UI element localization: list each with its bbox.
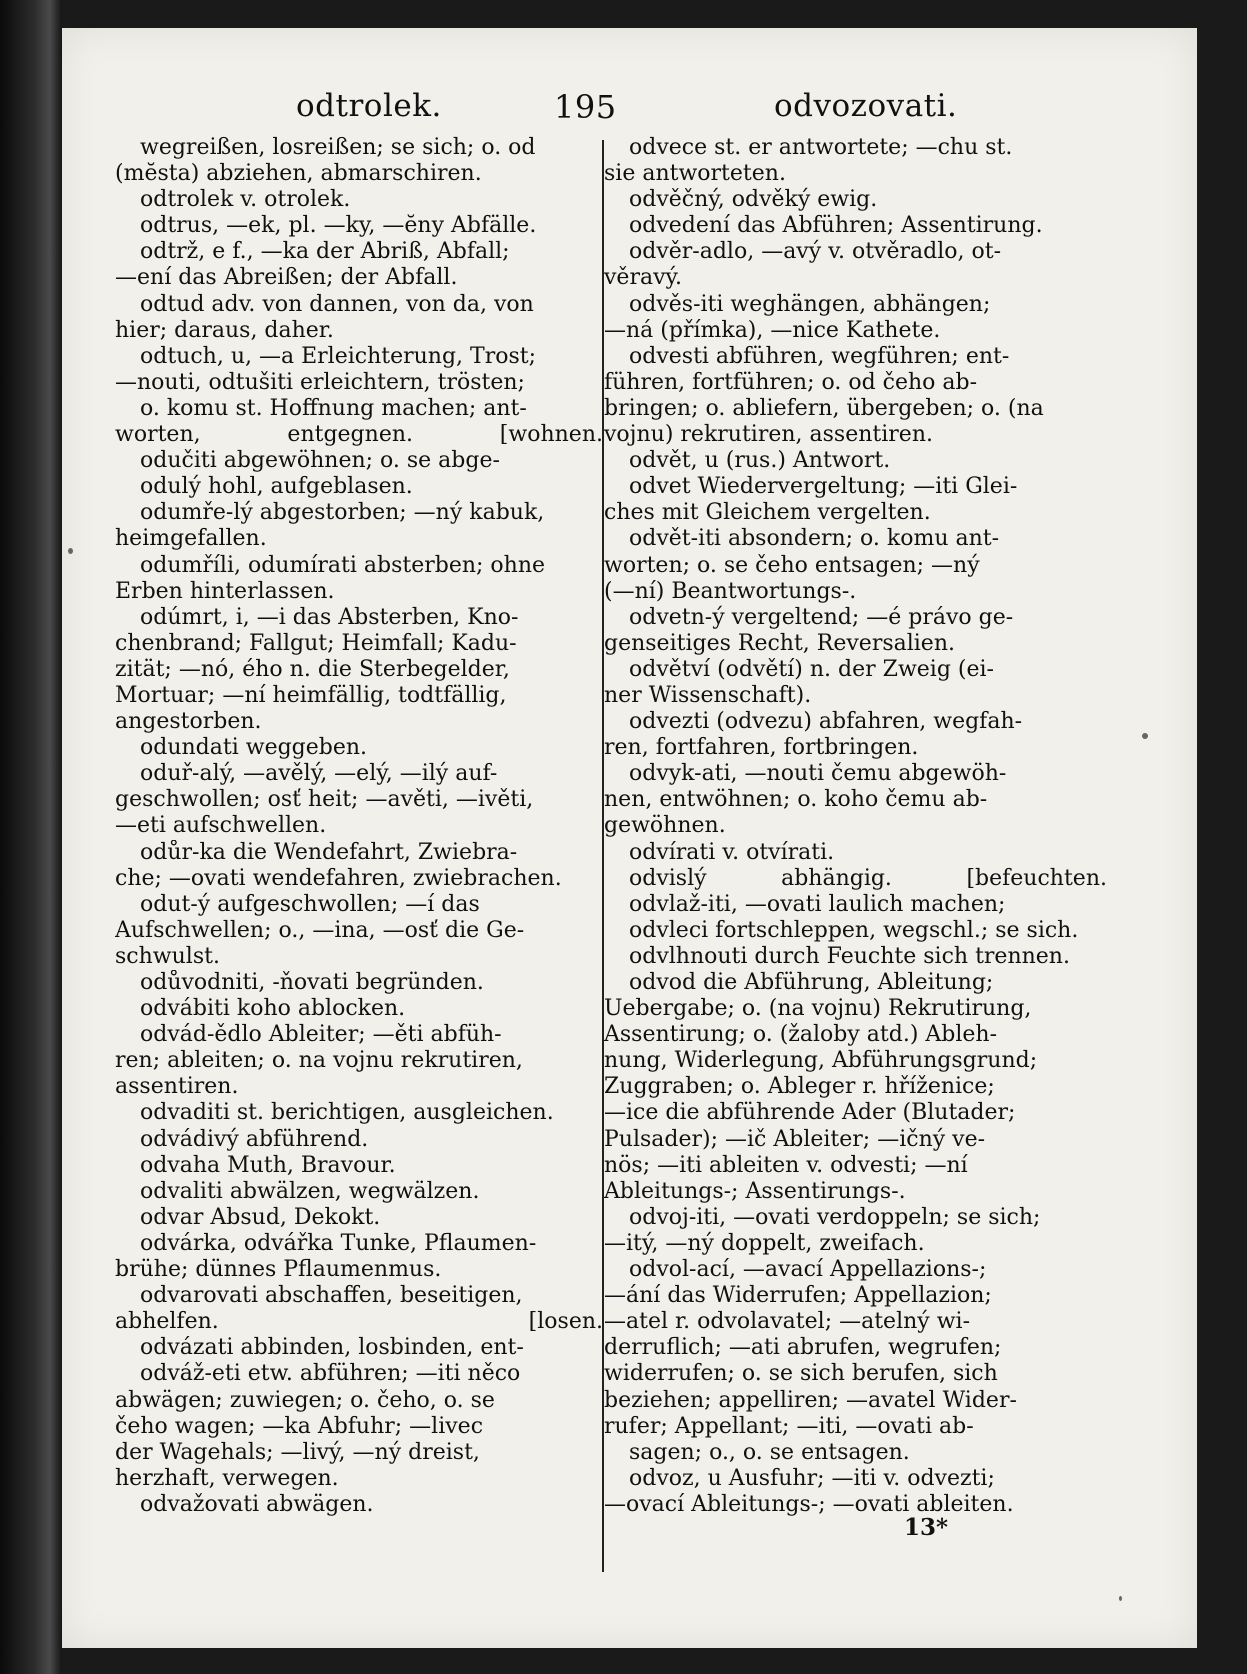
entry-line: odvažovati abwägen. xyxy=(140,1491,374,1517)
entry-line: o. komu st. Hoffnung machen; ant- xyxy=(140,395,527,421)
entry-line: odvěčný, odvěký ewig. xyxy=(629,187,878,213)
entry-line: odtud adv. von dannen, von da, von xyxy=(140,291,534,317)
entry-line: odvezti (odvezu) abfahren, wegfah- xyxy=(629,709,1023,735)
entry-line: genseitiges Recht, Reversalien. xyxy=(604,630,955,656)
entry-line: assentiren. xyxy=(115,1074,239,1100)
entry-line: sagen; o., o. se entsagen. xyxy=(629,1439,910,1465)
entry-line: odvěs-iti weghängen, abhängen; xyxy=(629,291,991,317)
entry-line: odvádivý abführend. xyxy=(140,1126,369,1152)
entry-line: odtrolek v. otrolek. xyxy=(140,187,351,213)
entry-line: odvět, u (rus.) Antwort. xyxy=(629,448,891,474)
entry-line: odvol-ací, —avací Appellazions-; xyxy=(629,1257,987,1283)
entry-line: vojnu) rekrutiren, assentiren. xyxy=(604,422,933,448)
entry-line: odvedení das Abführen; Assentirung. xyxy=(629,213,1043,239)
entry-line: Assentirung; o. (žaloby atd.) Ableh- xyxy=(604,1022,998,1048)
entry-line: Erben hinterlassen. xyxy=(115,578,335,604)
left-column xyxy=(115,135,603,1580)
entry-line: Aufschwellen; o., —ina, —osť die Ge- xyxy=(115,917,525,943)
entry-line: čeho wagen; —ka Abfuhr; —livec xyxy=(115,1413,484,1439)
entry-line: —ice die abführende Ader (Blutader; xyxy=(604,1100,1016,1126)
entry-line: odvesti abführen, wegführen; ent- xyxy=(629,343,1010,369)
entry-line: odvislý abhängig. [befeuchten. xyxy=(629,865,1107,891)
entry-line: Zuggraben; o. Ableger r. hříženice; xyxy=(604,1074,995,1100)
entry-line: odůr-ka die Wendefahrt, Zwiebra- xyxy=(140,839,518,865)
entry-line: herzhaft, verwegen. xyxy=(115,1465,339,1491)
dictionary-page xyxy=(62,28,1197,1648)
entry-line: odvěr-adlo, —avý v. otvěradlo, ot- xyxy=(629,239,1002,265)
entry-line: Ableitungs-; Assentirungs-. xyxy=(604,1178,906,1204)
entry-line: ren, fortfahren, fortbringen. xyxy=(604,735,919,761)
signature-mark: 13* xyxy=(904,1514,949,1541)
entry-line: chenbrand; Fallgut; Heimfall; Kadu- xyxy=(115,630,517,656)
entry-line: odvět-iti absondern; o. komu ant- xyxy=(629,526,1000,552)
entry-line: schwulst. xyxy=(115,943,220,969)
header-left-word: odtrolek. xyxy=(296,88,442,124)
entry-line: widerrufen; o. se sich berufen, sich xyxy=(604,1361,998,1387)
scan-binding-edge xyxy=(0,0,62,1674)
entry-line: odvád-ědlo Ableiter; —ěti abfüh- xyxy=(140,1022,502,1048)
entry-line: odučiti abgewöhnen; o. se abge- xyxy=(140,448,500,474)
entry-line: odvoj-iti, —ovati verdoppeln; se sich; xyxy=(629,1204,1041,1230)
entry-line: odvaliti abwälzen, wegwälzen. xyxy=(140,1178,480,1204)
entry-line: Mortuar; —ní heimfällig, todtfällig, xyxy=(115,682,507,708)
entry-line: ner Wissenschaft). xyxy=(604,682,812,708)
entry-line: nen, entwöhnen; o. koho čemu ab- xyxy=(604,787,988,813)
entry-line: odvírati v. otvírati. xyxy=(629,839,835,865)
entry-line: worten; o. se čeho entsagen; —ný xyxy=(604,552,980,578)
entry-line: odvyk-ati, —nouti čemu abgewöh- xyxy=(629,761,1007,787)
entry-line: —ení das Abreißen; der Abfall. xyxy=(115,265,458,291)
entry-line: odvar Absud, Dekokt. xyxy=(140,1204,381,1230)
entry-line: rufer; Appellant; —iti, —ovati ab- xyxy=(604,1413,974,1439)
entry-line: beziehen; appelliren; —avatel Wider- xyxy=(604,1387,1017,1413)
entry-line: abwägen; zuwiegen; o. čeho, o. se xyxy=(115,1387,495,1413)
entry-line: odvaditi st. berichtigen, ausgleichen. xyxy=(140,1100,554,1126)
entry-line: sie antworteten. xyxy=(604,161,786,187)
page-number: 195 xyxy=(554,88,617,126)
entry-line: —ná (přímka), —nice Kathete. xyxy=(604,317,941,343)
entry-line: odvoz, u Ausfuhr; —iti v. odvezti; xyxy=(629,1465,995,1491)
entry-line: bringen; o. abliefern, übergeben; o. (na xyxy=(604,395,1044,421)
entry-line: —ání das Widerrufen; Appellazion; xyxy=(604,1283,992,1309)
entry-line: ches mit Gleichem vergelten. xyxy=(604,500,931,526)
entry-line: gewöhnen. xyxy=(604,813,726,839)
header-right-word: odvozovati. xyxy=(774,88,958,124)
entry-line: odundati weggeben. xyxy=(140,735,368,761)
entry-line: odumře-lý abgestorben; —ný kabuk, xyxy=(140,500,545,526)
entry-line: odulý hohl, aufgeblasen. xyxy=(140,474,413,500)
page-header xyxy=(62,88,1197,138)
entry-line: nung, Widerlegung, Abführungsgrund; xyxy=(604,1048,1038,1074)
entry-line: Pulsader); —ič Ableiter; —ičný ve- xyxy=(604,1126,986,1152)
entry-line: —eti aufschwellen. xyxy=(115,813,327,839)
entry-line: odváž-eti etw. abführen; —iti něco xyxy=(140,1361,521,1387)
entry-line: geschwollen; osť heit; —avěti, —ivěti, xyxy=(115,787,534,813)
entry-line: odvarovati abschaffen, beseitigen, xyxy=(140,1283,523,1309)
entry-line: hier; daraus, daher. xyxy=(115,317,334,343)
entry-line: führen, fortführen; o. od čeho ab- xyxy=(604,369,978,395)
entry-line: (mĕsta) abziehen, abmarschiren. xyxy=(115,161,482,187)
entry-line: Uebergabe; o. (na vojnu) Rekrutirung, xyxy=(604,996,1032,1022)
entry-line: nös; —iti ableiten v. odvesti; —ní xyxy=(604,1152,968,1178)
entry-line: odúmrt, i, —i das Absterben, Kno- xyxy=(140,604,519,630)
scan-speck xyxy=(1142,733,1148,739)
entry-line: der Wagehals; —livý, —ný dreist, xyxy=(115,1439,480,1465)
entry-line: ren; ableiten; o. na vojnu rekrutiren, xyxy=(115,1048,523,1074)
entry-line: odvetn-ý vergeltend; —é právo ge- xyxy=(629,604,1014,630)
entry-line: angestorben. xyxy=(115,709,262,735)
entry-line: odvárka, odvářka Tunke, Pflaumen- xyxy=(140,1230,537,1256)
entry-line: worten, entgegnen. [wohnen. xyxy=(115,422,603,448)
entry-line: odtuch, u, —a Erleichterung, Trost; xyxy=(140,343,536,369)
entry-line: odvaha Muth, Bravour. xyxy=(140,1152,396,1178)
entry-line: —nouti, odtušiti erleichtern, trösten; xyxy=(115,369,525,395)
entry-line: odut-ý aufgeschwollen; —í das xyxy=(140,891,480,917)
entry-line: odvlhnouti durch Feuchte sich trennen. xyxy=(629,943,1070,969)
scan-speck xyxy=(1119,1596,1122,1601)
entry-line: odtrž, e f., —ka der Abriß, Abfall; xyxy=(140,239,510,265)
entry-line: odvod die Abführung, Ableitung; xyxy=(629,970,994,995)
entry-line: derruflich; —ati abrufen, wegrufen; xyxy=(604,1335,1002,1361)
entry-line: —atel r. odvolavatel; —atelný wi- xyxy=(604,1309,970,1335)
entry-line: odtrus, —ek, pl. —ky, —ĕny Abfälle. xyxy=(140,213,537,239)
entry-line: odůvodniti, -ňovati begründen. xyxy=(140,970,484,995)
entry-line: odvet Wiedervergeltung; —iti Glei- xyxy=(629,474,1018,500)
entry-line: brühe; dünnes Pflaumenmus. xyxy=(115,1257,442,1283)
entry-line: věravý. xyxy=(604,265,683,291)
entry-line: che; —ovati wendefahren, zwiebrachen. xyxy=(115,865,562,891)
entry-line: abhelfen. [losen. xyxy=(115,1309,603,1335)
entry-line: odvázati abbinden, losbinden, ent- xyxy=(140,1335,524,1361)
entry-line: —ovací Ableitungs-; —ovati ableiten. xyxy=(604,1491,1014,1517)
entry-line: odumříli, odumírati absterben; ohne xyxy=(140,552,546,578)
entry-line: (—ní) Beantwortungs-. xyxy=(604,578,857,604)
entry-line: wegreißen, losreißen; se sich; o. od xyxy=(140,135,536,160)
entry-line: odvece st. er antwortete; —chu st. xyxy=(629,135,1013,160)
entry-line: odvábiti koho ablocken. xyxy=(140,996,406,1022)
entry-line: odvětví (odvětí) n. der Zweig (ei- xyxy=(629,656,994,682)
entry-line: heimgefallen. xyxy=(115,526,267,552)
entry-line: zität; —nó, ého n. die Sterbegelder, xyxy=(115,656,510,682)
entry-line: odvleci fortschleppen, wegschl.; se sich. xyxy=(629,917,1079,943)
right-column xyxy=(604,135,1107,1580)
entry-line: —itý, —ný doppelt, zweifach. xyxy=(604,1230,925,1256)
entry-line: oduř-alý, —avělý, —elý, —ilý auf- xyxy=(140,761,498,787)
scan-speck xyxy=(68,548,73,554)
entry-line: odvlaž-iti, —ovati laulich machen; xyxy=(629,891,1006,917)
